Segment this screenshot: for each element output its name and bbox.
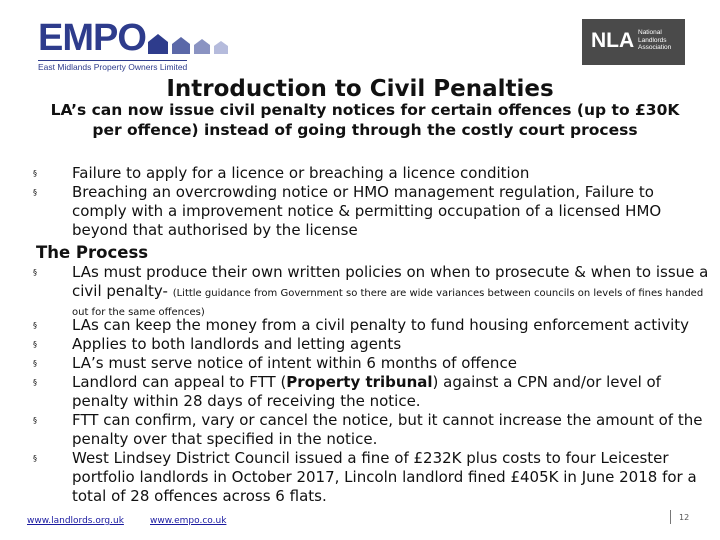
- empo-logo-word: EMPO: [38, 17, 146, 59]
- landlords-link[interactable]: www.landlords.org.uk: [27, 516, 124, 526]
- page-number: 12: [679, 513, 690, 522]
- nla-line: National: [638, 29, 662, 36]
- intro-text: LA’s can now issue civil penalty notices for certain offences (up to £30K per offence) instead of going through the costly court process: [50, 101, 680, 139]
- bullet-icon: §: [33, 416, 37, 425]
- process-item-bold: Property tribunal: [286, 373, 433, 391]
- process-item: West Lindsey District Council issued a fine of £232K plus costs to four Leicester portfolio landlords in October 2017, Lincoln landlord fined £405K in June 2018 for a total of 28 offences across 6 flats.: [72, 449, 697, 505]
- process-item: LA’s must serve notice of intent within 6 months of offence: [72, 354, 517, 372]
- bullet-icon: §: [33, 321, 37, 330]
- nla-logo-subtitle: [638, 29, 682, 52]
- page-divider: [670, 510, 671, 524]
- process-heading: The Process: [36, 243, 149, 262]
- process-item: LAs can keep the money from a civil penalty to fund housing enforcement activity: [72, 316, 690, 334]
- bullet-icon: §: [33, 188, 37, 197]
- bullet-icon: §: [33, 378, 37, 387]
- bullet-icon: §: [33, 169, 37, 178]
- nla-line: Landlords: [638, 36, 667, 44]
- slide-title: Introduction to Civil Penalties: [166, 76, 554, 102]
- process-item: Applies to both landlords and letting agents: [72, 335, 402, 353]
- process-item: FTT can confirm, vary or cancel the notice, but it cannot increase the amount of the penalty over that specified in the notice.: [72, 411, 703, 448]
- empo-link[interactable]: www.empo.co.uk: [150, 516, 227, 526]
- process-item: [72, 373, 702, 411]
- offence-item: Failure to apply for a licence or breaching a licence condition: [72, 164, 530, 182]
- bullet-icon: §: [33, 359, 37, 368]
- bullet-icon: §: [33, 268, 37, 277]
- empo-logo: [38, 17, 208, 72]
- empo-logo-subtitle: East Midlands Property Owners Limited: [38, 62, 188, 72]
- bullet-icon: §: [33, 340, 37, 349]
- process-item: [72, 263, 714, 320]
- offence-item: Breaching an overcrowding notice or HMO management regulation, Failure to comply with a improvement notice & permitting occupation of a licensed HMO beyond that authorised by the license: [72, 183, 662, 239]
- nla-logo-word: NLA: [591, 29, 635, 52]
- nla-line: Association: [638, 44, 672, 51]
- bullet-icon: §: [33, 454, 37, 463]
- process-item-main: LAs must produce their own written policies on when to prosecute & when to issue a civil penalty-: [72, 263, 709, 300]
- process-item-text: Landlord can appeal to FTT (: [72, 373, 287, 391]
- houses-icon: [146, 32, 234, 54]
- process-item-text: ) against a CPN and/or level of penalty within 28 days of receiving the notice.: [72, 373, 661, 410]
- process-item-note: (Little guidance from Government so there are wide variances between councils on levels of fines handed out for the same offences): [72, 288, 704, 318]
- nla-logo: [582, 19, 685, 65]
